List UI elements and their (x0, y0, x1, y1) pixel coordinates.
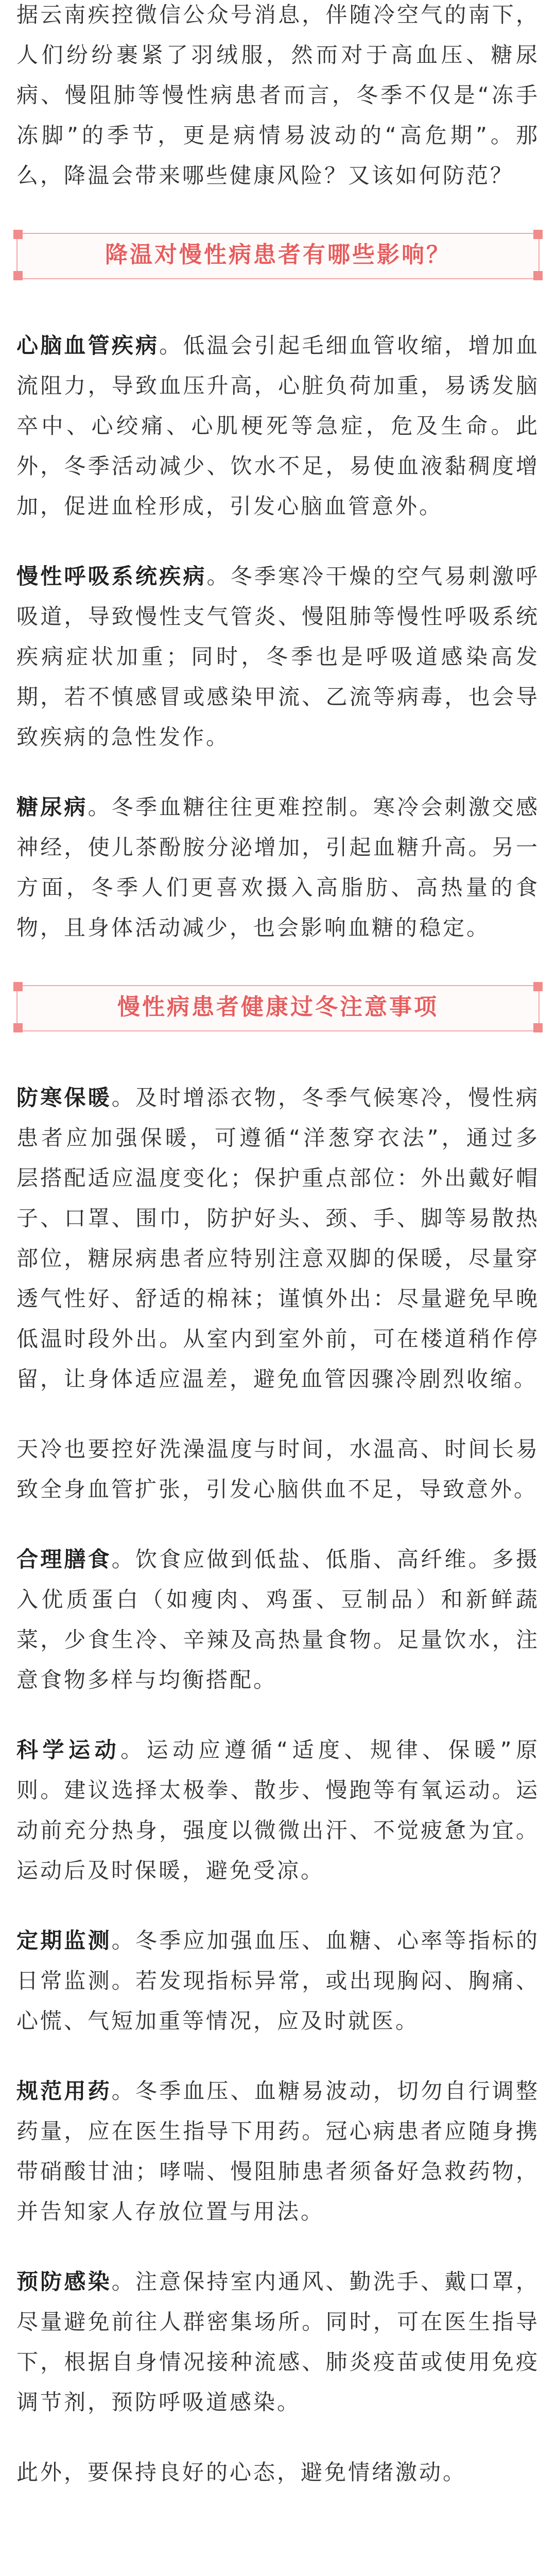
paragraph-lead: 合理膳食 (16, 1547, 112, 1572)
paragraph-monitoring (16, 1921, 540, 2041)
paragraph-text: 。冬季血糖往往更难控制。寒冷会刺激交感神经，使儿茶酚胺分泌增加，引起血糖升高。另一方面，冬季人们更喜欢摄入高脂肪、高热量的食物，且身体活动减少，也会影响血糖的稳定。 (16, 794, 540, 940)
paragraph-lead: 防寒保暖 (16, 1085, 112, 1110)
paragraph-text: 此外，要保持良好的心态，避免情绪激动。 (16, 2460, 467, 2485)
paragraph-diet (16, 1539, 540, 1700)
section-title: 慢性病患者健康过冬注意事项 (117, 994, 439, 1020)
paragraph-text: 。饮食应做到低盐、低脂、高纤维。多摄入优质蛋白（如瘦肉、鸡蛋、豆制品）和新鲜蔬菜，少食生冷、辛辣及高热量食物。足量饮水，注意食物多样与均衡搭配。 (16, 1547, 540, 1692)
paragraph-text: 。运动应遵循“适度、规律、保暖”原则。建议选择太极拳、散步、慢跑等有氧运动。运动前充分热身，强度以微微出汗、不觉疲惫为宜。运动后及时保暖，避免受凉。 (16, 1737, 540, 1883)
paragraph-diabetes (16, 787, 540, 948)
paragraph-keep-warm (16, 1078, 540, 1399)
paragraph-lead: 糖尿病 (16, 794, 88, 820)
section-header-impact (16, 226, 540, 285)
paragraph-text: 。注意保持室内通风、勤洗手、戴口罩，尽量避免前往人群密集场所。同时，可在医生指导下，根据自身情况接种流感、肺炎疫苗或使用免疫调节剂，预防呼吸道感染。 (16, 2269, 540, 2415)
paragraph-lead: 规范用药 (16, 2078, 112, 2104)
intro-paragraph: 据云南疾控微信公众号消息，伴随冷空气的南下，人们纷纷裹紧了羽绒服，然而对于高血压、糖尿病、慢阻肺等慢性病患者而言，冬季不仅是“冻手冻脚”的季节，更是病情易波动的“高危期”。那么，降温会带来哪些健康风险？又该如何防范？ (16, 2, 540, 188)
paragraph-infection (16, 2262, 540, 2422)
paragraph-text: 。冬季血压、血糖易波动，切勿自行调整药量，应在医生指导下用药。冠心病患者应随身携带硝酸甘油；哮喘、慢阻肺患者须备好急救药物，并告知家人存放位置与用法。 (16, 2078, 540, 2224)
paragraph-lead: 科学运动 (16, 1737, 121, 1762)
paragraph-lead: 慢性呼吸系统疾病 (16, 564, 207, 589)
paragraph-text: 。冬季应加强血压、血糖、心率等指标的日常监测。若发现指标异常，或出现胸闷、胸痛、心慌、气短加重等情况，应及时就医。 (16, 1928, 540, 2033)
paragraph-cardio (16, 326, 540, 527)
paragraph-text: 。冬季寒冷干燥的空气易刺激呼吸道，导致慢性支气管炎、慢阻肺等慢性呼吸系统疾病症状加重；同时，冬季也是呼吸道感染高发期，若不慎感冒或感染甲流、乙流等病毒，也会导致疾病的急性发作。 (16, 564, 540, 750)
paragraph-text: 。低温会引起毛细血管收缩，增加血流阻力，导致血压升高，心脏负荷加重，易诱发脑卒中、心绞痛、心肌梗死等急症，危及生命。此外，冬季活动减少、饮水不足，易使血液黏稠度增加，促进血栓形成，引发心脑血管意外。 (16, 333, 540, 519)
paragraph-lead: 预防感染 (16, 2269, 112, 2294)
paragraph-lead: 心脑血管疾病 (16, 333, 160, 358)
section-header-precautions (16, 978, 540, 1038)
paragraph-exercise (16, 1730, 540, 1891)
paragraph-lead: 定期监测 (16, 1928, 112, 1953)
paragraph-bathing (16, 1429, 540, 1510)
paragraph-text: 。及时增添衣物，冬季气候寒冷，慢性病患者应加强保暖，可遵循“洋葱穿衣法”，通过多层搭配适应温度变化；保护重点部位：外出戴好帽子、口罩、围巾，防护好头、颈、手、脚等易散热部位，糖尿病患者应特别注意双脚的保暖，尽量穿透气性好、舒适的棉袜；谨慎外出：尽量避免早晚低温时段外出。从室内到室外前，可在楼道稍作停留，让身体适应温差，避免血管因骤冷剧烈收缩。 (16, 1085, 540, 1392)
paragraph-respiratory (16, 556, 540, 757)
paragraph-mood (16, 2452, 540, 2493)
section-title: 降温对慢性病患者有哪些影响？ (105, 242, 451, 268)
paragraph-medication (16, 2071, 540, 2232)
paragraph-text: 天冷也要控好洗澡温度与时间，水温高、时间长易致全身血管扩张，引发心脑供血不足，导致意外。 (16, 1436, 540, 1502)
